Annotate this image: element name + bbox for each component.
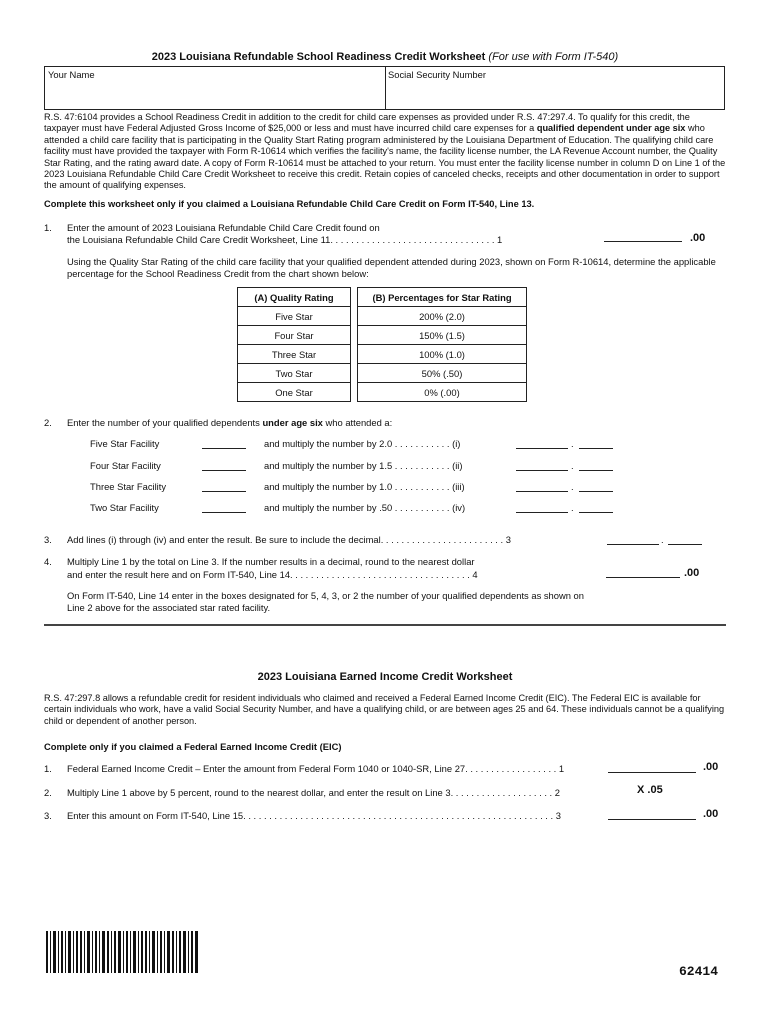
facility-decimal-field[interactable] [579,470,613,471]
rating-cell: Two Star [238,364,351,383]
table-gap [351,383,358,402]
table-head-rating: (A) Quality Rating [238,288,351,307]
eic-line1-number: 1. [44,763,52,774]
line1-cents: .00 [690,232,706,244]
sr-intro: R.S. 47:6104 provides a School Readiness Credit in addition to the credit for child care expenses as provided under R.S. 47:297.4. To qualify for this credit, the taxpayer must have Federal Adjusted Gross Income of $25,000 or less and must have incurred child care expenses for a qualified dependent under age six who attended a child care facility that is participating in the Quality Start Rating program administered by the Louisiana Department of Education. The qualifying child care facility must have provided the taxpayer with Form R-10614 which verifies the facility's name, the facility license number, the LA Revenue Account number, the Quality Star Rating, and the rating award date. A copy of Form R-10614 must be attached to your return. You must enter the facility license number in column D on Line 1 of the 2023 Louisiana Refundable Child Care Credit Worksheet to receive this credit. Retain copies of canceled checks, receipts and other documentation in order to support the amount of qualifying expenses. [44,112,726,191]
table-row [238,383,527,402]
facility-decimal-field[interactable] [579,448,613,449]
line4-note: On Form IT-540, Line 14 enter in the boxes designated for 5, 4, 3, or 2 the number of your qualified dependents as shown on Line 2 above for the associated star rated facility. [67,590,584,613]
table-gap [351,288,358,307]
eic-line2-text: Multiply Line 1 above by 5 percent, round to the nearest dollar, and enter the result on Line 3. . . . . . . . . . . . . . . . . . . . 2 [67,787,560,798]
rating-cell: Four Star [238,326,351,345]
facility-label: Five Star Facility [90,438,160,449]
facility-count-field[interactable] [202,448,246,449]
facility-multiplier: and multiply the number by 1.5 . . . . . . . . . . . (ii) [264,460,463,471]
line4-cents: .00 [684,567,700,579]
eic-line2-multiplier: X .05 [637,784,663,796]
percent-cell: 200% (2.0) [358,307,527,326]
line3-number: 3. [44,534,52,545]
table-gap [351,364,358,383]
decimal-dot: . [571,460,574,471]
facility-result-field[interactable] [516,470,568,471]
line3-whole-field[interactable] [607,544,659,545]
name-label: Your Name [48,69,95,80]
line4-amount-field[interactable] [606,577,680,578]
rating-cell: One Star [238,383,351,402]
line1-number: 1. [44,222,52,233]
line4-text-a: Multiply Line 1 by the total on Line 3. If the number results in a decimal, round to the nearest dollar [67,556,475,567]
decimal-dot: . [571,502,574,513]
percent-cell: 0% (.00) [358,383,527,402]
facility-multiplier: and multiply the number by 1.0 . . . . . . . . . . . (iii) [264,481,465,492]
facility-label: Three Star Facility [90,481,167,492]
line1-amount-field[interactable] [604,241,682,242]
eic-title: 2023 Louisiana Earned Income Credit Worksheet [257,671,513,683]
line3-text: Add lines (i) through (iv) and enter the result. Be sure to include the decimal. . . . . . . . . . . . . . . . . . . . . . . . 3 [67,534,511,545]
table-row [238,326,527,345]
facility-label: Two Star Facility [90,502,159,513]
ssn-label: Social Security Number [388,69,486,80]
name-field[interactable] [44,66,386,110]
ssn-field[interactable] [384,66,725,110]
percent-cell: 50% (.50) [358,364,527,383]
star-rating-table [237,287,527,402]
line2-text: Enter the number of your qualified dependents under age six who attended a: [67,417,393,428]
facility-count-field[interactable] [202,512,246,513]
facility-decimal-field[interactable] [579,512,613,513]
facility-label: Four Star Facility [90,460,161,471]
facility-multiplier: and multiply the number by 2.0 . . . . . . . . . . . (i) [264,438,461,449]
table-gap [351,326,358,345]
line1-text-a: Enter the amount of 2023 Louisiana Refundable Child Care Credit found on [67,222,380,233]
facility-multiplier: and multiply the number by .50 . . . . . . . . . . . (iv) [264,502,466,513]
eic-line1-field[interactable] [608,772,696,773]
line4-text-b: and enter the result here and on Form IT-540, Line 14. . . . . . . . . . . . . . . . . . . . . . . . . . . . . . . . . . . 4 [67,569,478,580]
decimal-dot: . [571,438,574,449]
barcode [44,929,200,975]
decimal-dot: . [661,534,664,545]
rating-cell: Three Star [238,345,351,364]
table-row [238,345,527,364]
line2-number: 2. [44,417,52,428]
table-row [238,307,527,326]
line4-number: 4. [44,556,52,567]
eic-line3-number: 3. [44,810,52,821]
rating-note: Using the Quality Star Rating of the child care facility that your qualified dependent attended during 2023, shown on Form R-10614, determine the applicable percentage for the School Readiness Credit from the chart shown below: [67,256,716,279]
sr-title: 2023 Louisiana Refundable School Readiness Credit Worksheet (For use with Form IT-540) [151,51,619,63]
table-head-percent: (B) Percentages for Star Rating [358,288,527,307]
percent-cell: 100% (1.0) [358,345,527,364]
eic-line3-cents: .00 [703,808,719,820]
facility-result-field[interactable] [516,448,568,449]
eic-line2-number: 2. [44,787,52,798]
facility-decimal-field[interactable] [579,491,613,492]
line3-decimal-field[interactable] [668,544,702,545]
line1-text-b: the Louisiana Refundable Child Care Credit Worksheet, Line 11. . . . . . . . . . . . . . . . . . . . . . . . . . . . . . . . 1 [67,234,503,245]
percent-cell: 150% (1.5) [358,326,527,345]
section-divider [44,624,726,626]
form-number: 62414 [679,964,719,979]
rating-cell: Five Star [238,307,351,326]
table-gap [351,307,358,326]
table-gap [351,345,358,364]
facility-count-field[interactable] [202,491,246,492]
eic-instruction: Complete only if you claimed a Federal Earned Income Credit (EIC) [44,741,342,752]
facility-count-field[interactable] [202,470,246,471]
decimal-dot: . [571,481,574,492]
eic-line3-text: Enter this amount on Form IT-540, Line 15. . . . . . . . . . . . . . . . . . . . . . . . . . . . . . . . . . . . . . . . . . . . . . . . . . . . . . . . . . . . 3 [67,810,561,821]
eic-line3-field[interactable] [608,819,696,820]
facility-result-field[interactable] [516,491,568,492]
eic-intro: R.S. 47:297.8 allows a refundable credit for resident individuals who claimed and received a Federal Earned Income Credit (EIC). The Federal EIC is available for certain individuals who work, have a valid Social Security Number, and have a qualifying child, or are between ages 25 and 64. These individuals cannot be a qualifying child or dependent of another person. [44,693,725,726]
eic-line1-text: Federal Earned Income Credit – Enter the amount from Federal Form 1040 or 1040-SR, Line 27. . . . . . . . . . . . . . . . . . 1 [67,763,565,774]
table-row [238,364,527,383]
sr-instruction: Complete this worksheet only if you claimed a Louisiana Refundable Child Care Credit on Form IT-540, Line 13. [44,199,535,209]
eic-line1-cents: .00 [703,761,719,773]
facility-result-field[interactable] [516,512,568,513]
